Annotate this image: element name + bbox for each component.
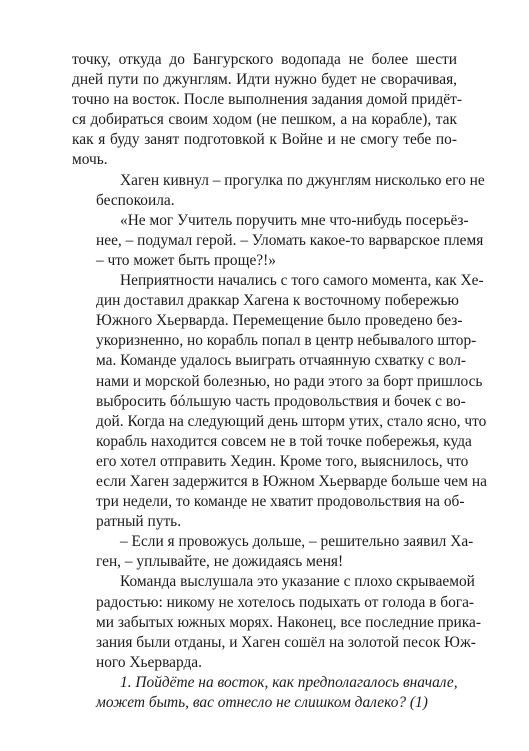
text-line: дой. Когда на следующий день шторм утих, стало ясно, что bbox=[96, 412, 487, 430]
text-paragraph bbox=[72, 211, 484, 271]
text-line: – что может быть проще?!» bbox=[96, 251, 276, 269]
text-line: дней пути по джунглям. Идти нужно будет не сворачивая, bbox=[72, 71, 457, 89]
text-line: «Не мог Учитель поручить мне что-нибудь посерьёз- bbox=[120, 211, 469, 229]
text-line: радостью: никому не хотелось подыхать от голода в бога- bbox=[96, 593, 475, 611]
text-line: точно на восток. После выполнения задания домой придёт- bbox=[72, 91, 462, 109]
text-paragraph bbox=[72, 271, 487, 532]
text-line: корабль находится совсем не в той точке побережья, куда bbox=[96, 432, 472, 450]
text-line: Неприятности начались с того самого момента, как Хе- bbox=[120, 272, 484, 290]
text-line: нее, – подумал герой. – Уломать какое-то варварское племя bbox=[96, 231, 484, 249]
text-line: укоризненно, но корабль попал в центр небывалого штор- bbox=[96, 332, 477, 350]
text-line: Команда выслушала это указание с плохо скрываемой bbox=[120, 573, 475, 591]
text-line: Южного Хьерварда. Перемещение было проведено без- bbox=[96, 312, 463, 330]
text-line: если Хаген задержится в Южном Хьерварде больше чем на bbox=[96, 472, 487, 490]
book-page bbox=[72, 50, 487, 713]
text-line: как я буду занят подготовкой к Войне и не смогу тебе по- bbox=[72, 131, 457, 149]
text-paragraph bbox=[72, 171, 485, 211]
text-line: зания были отданы, и Хаген сошёл на золотой песок Юж- bbox=[96, 633, 476, 651]
text-line: три недели, то команде не хватит продовольствия на об- bbox=[96, 493, 465, 511]
text-line: его хотел отправить Хедин. Кроме того, выяснилось, что bbox=[96, 452, 469, 470]
text-line: Хаген кивнул – прогулка по джунглям нисколько его не bbox=[120, 171, 485, 189]
text-paragraph bbox=[72, 50, 462, 171]
text-paragraph bbox=[72, 532, 474, 572]
text-line: ного Хьерварда. bbox=[96, 653, 202, 671]
text-line: может быть, вас отнесло не слишком далеко? (1) bbox=[96, 694, 428, 711]
text-line: ген, – уплывайте, не дожидаясь меня! bbox=[96, 553, 344, 571]
text-line: 1. Пойдёте на восток, как предполагалось вначале, bbox=[120, 673, 458, 691]
text-line: выбросить бóльшую часть продовольствия и бочек с во- bbox=[96, 392, 466, 410]
text-line: ся добираться своим ходом (не пешком, а на корабле), так bbox=[72, 111, 457, 129]
text-line: ма. Команде удалось выиграть отчаянную схватку с вол- bbox=[96, 352, 466, 370]
text-line: ми забытых южных морях. Наконец, все последние прика- bbox=[96, 613, 481, 631]
text-paragraph bbox=[72, 572, 481, 672]
text-line: ратный путь. bbox=[96, 513, 182, 531]
text-line: дин доставил драккар Хагена к восточному побережью bbox=[96, 292, 459, 310]
text-line: – Если я провожусь дольше, – решительно заявил Ха- bbox=[120, 533, 474, 551]
text-line: мочь. bbox=[72, 151, 108, 169]
choice-option-paragraph bbox=[72, 673, 457, 713]
text-line: нами и морской болезнью, но ради этого за борт пришлось bbox=[96, 372, 483, 390]
text-line: беспокоила. bbox=[96, 191, 175, 209]
text-line: точку, откуда до Бангурского водопада не более шести bbox=[72, 51, 457, 68]
